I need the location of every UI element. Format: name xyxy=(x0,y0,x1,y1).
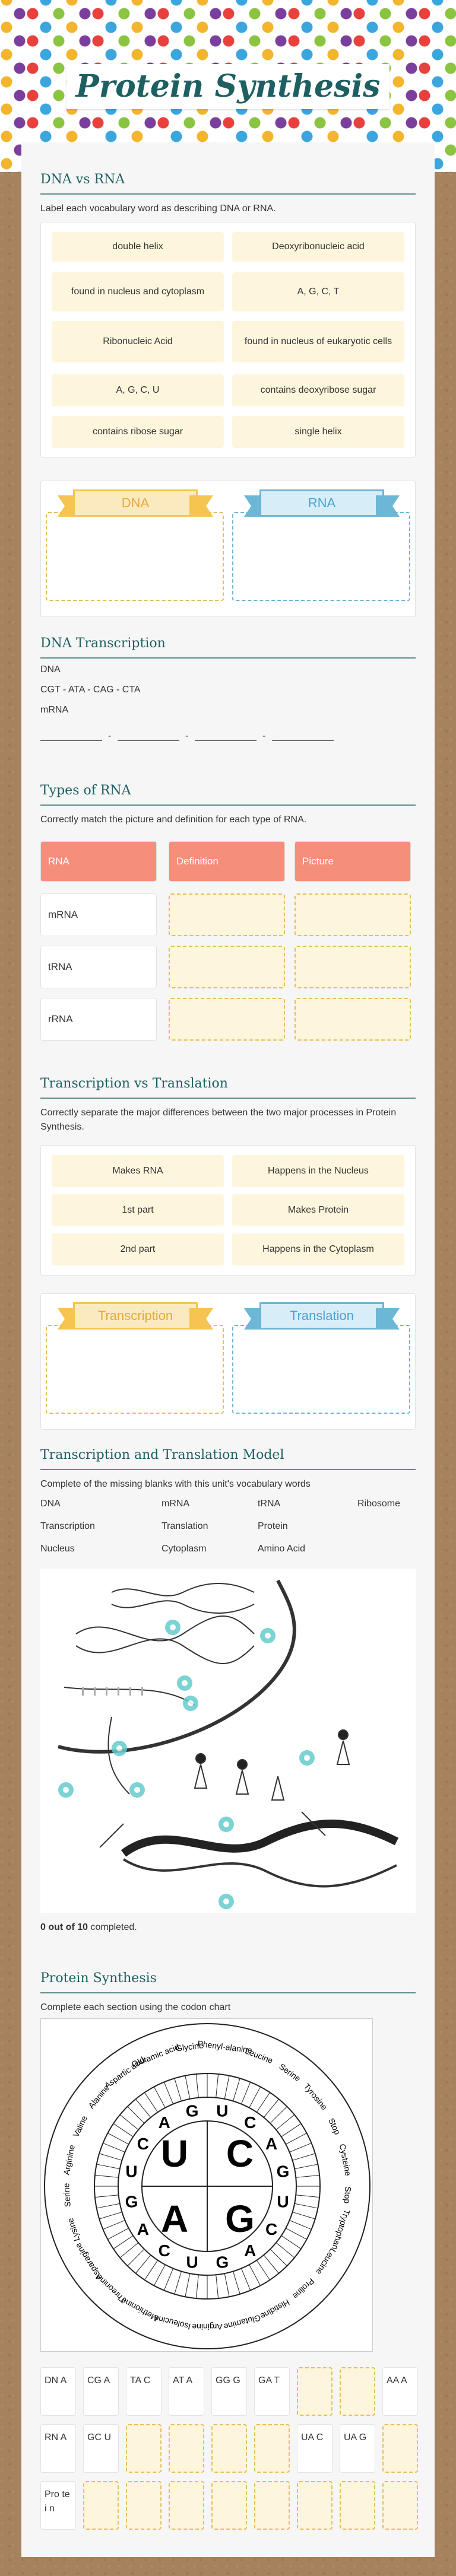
codon-second-base: G xyxy=(125,2192,138,2211)
grid-row-label: DN A xyxy=(40,2367,76,2416)
word-chip[interactable]: A, G, C, T xyxy=(232,272,404,311)
codon-chip[interactable]: UA G xyxy=(340,2424,375,2473)
wheel-spoke xyxy=(95,2195,119,2197)
codon-chip[interactable]: TA C xyxy=(126,2367,162,2416)
wheel-spoke xyxy=(293,2154,315,2161)
vocab-word[interactable]: Ribosome xyxy=(357,1499,401,1509)
amino-acid-label: Leucine xyxy=(314,2246,338,2276)
wheel-spoke xyxy=(99,2212,122,2219)
amino-acid-label: Leucine xyxy=(243,2046,274,2066)
codon-chip[interactable]: AA A xyxy=(382,2367,418,2416)
wheel-spoke xyxy=(97,2203,120,2208)
section-title-trans-vs-trans: Transcription vs Translation xyxy=(40,1076,228,1091)
section-rule xyxy=(40,1992,416,1993)
score-line xyxy=(40,1922,137,1933)
word-chip[interactable]: contains ribose sugar xyxy=(52,416,224,448)
dna-bucket-ribbon xyxy=(73,489,198,517)
mrna-blanks xyxy=(40,731,349,743)
codon-second-base: C xyxy=(265,2220,278,2239)
codon-answer-grid xyxy=(40,2367,416,2545)
wheel-spoke xyxy=(196,2275,198,2298)
wheel-spoke xyxy=(293,2212,315,2219)
dna-drop-zone[interactable] xyxy=(46,512,224,601)
translation-ribbon xyxy=(259,1302,384,1330)
trans-buckets xyxy=(40,1293,416,1430)
codon-drop-zone[interactable] xyxy=(254,2424,290,2473)
definition-drop-zone[interactable] xyxy=(169,946,285,988)
mrna-blank-4[interactable] xyxy=(272,740,334,741)
codon-second-base: U xyxy=(216,2101,229,2120)
codon-second-base: C xyxy=(158,2241,170,2260)
amino-acid-label: Isoleucine xyxy=(153,2313,192,2332)
synthesis-instructions: Complete each section using the codon chart xyxy=(40,2002,231,2012)
amino-acid-label: Aspartic acid xyxy=(102,2055,147,2091)
word-chip[interactable]: contains deoxyribose sugar xyxy=(232,374,404,406)
amino-acid-label: Arginine xyxy=(61,2144,77,2176)
vocab-word[interactable]: Translation xyxy=(162,1521,208,1531)
wheel-spoke xyxy=(175,2272,182,2294)
section-title-model: Transcription and Translation Model xyxy=(40,1448,284,1462)
codon-chip[interactable]: GC U xyxy=(83,2424,119,2473)
grid-row-label: Pro tei n xyxy=(40,2481,76,2530)
amino-acid-label: Glutamine xyxy=(223,2313,262,2332)
codon-chip[interactable]: GA T xyxy=(254,2367,290,2416)
trans-word-bank xyxy=(40,1145,416,1276)
wheel-spoke xyxy=(196,2074,198,2098)
title-box xyxy=(66,64,390,109)
wheel-spoke xyxy=(224,2273,229,2297)
amino-acid-label: Stop xyxy=(327,2116,343,2136)
word-chip[interactable]: A, G, C, U xyxy=(52,374,224,406)
amino-acid-label: Phenyl-alanine xyxy=(197,2038,253,2055)
rna-row-label: rRNA xyxy=(40,998,157,1041)
wheel-spoke xyxy=(270,2107,287,2123)
amino-acid-label: Histidine xyxy=(258,2297,292,2321)
amino-acid-label: Methionine xyxy=(119,2295,160,2324)
codon-second-base: G xyxy=(216,2253,229,2272)
wheel-spoke xyxy=(264,2099,278,2117)
word-chip[interactable]: Makes Protein xyxy=(232,1194,404,1226)
wheel-spoke xyxy=(128,2249,144,2266)
wheel-spoke xyxy=(241,2082,250,2104)
codon-second-base: U xyxy=(277,2192,289,2211)
wheel-spoke xyxy=(270,2249,287,2266)
codon-second-base: A xyxy=(137,2220,150,2239)
wheel-spoke xyxy=(296,2195,319,2197)
codon-drop-zone[interactable] xyxy=(169,2424,204,2473)
dna-bucket-label: DNA xyxy=(73,489,198,517)
codon-second-base: U xyxy=(186,2253,198,2272)
dna-rna-word-bank xyxy=(40,222,416,458)
wheel-spoke xyxy=(99,2154,122,2161)
dna-sequence: CGT - ATA - CAG - CTA xyxy=(40,685,141,695)
amino-acid-label: Cysteine xyxy=(337,2143,353,2177)
codon-first-base: C xyxy=(226,2132,254,2175)
codon-second-base: C xyxy=(137,2134,150,2153)
wheel-spoke xyxy=(241,2269,250,2291)
codon-second-base: G xyxy=(276,2162,290,2181)
vocab-word[interactable]: Cytoplasm xyxy=(162,1544,207,1554)
section-title-dna-rna: DNA vs RNA xyxy=(40,172,125,187)
wheel-spoke xyxy=(294,2164,318,2169)
section-title-synthesis: Protein Synthesis xyxy=(40,1971,157,1986)
transcription-bucket-label: Transcription xyxy=(73,1302,198,1330)
vocab-word[interactable]: Amino Acid xyxy=(258,1544,306,1554)
rna-row-label: tRNA xyxy=(40,946,157,988)
codon-second-base: G xyxy=(185,2101,199,2120)
codon-drop-zone[interactable] xyxy=(297,2481,332,2530)
codon-first-base: U xyxy=(160,2132,189,2175)
wheel-spoke xyxy=(185,2273,190,2297)
amino-acid-label: Alanine xyxy=(86,2082,112,2111)
wheel-spoke xyxy=(233,2078,240,2101)
word-chip[interactable]: single helix xyxy=(232,416,404,448)
score-suffix: completed. xyxy=(88,1922,137,1932)
section-rule xyxy=(40,804,416,806)
codon-chip[interactable]: GG G xyxy=(211,2367,247,2416)
wheel-spoke xyxy=(264,2255,278,2273)
section-title-types-rna: Types of RNA xyxy=(40,783,131,798)
word-chip[interactable]: found in nucleus and cytoplasm xyxy=(52,272,224,311)
rna-row-label: mRNA xyxy=(40,893,157,936)
picture-drop-zone[interactable] xyxy=(294,998,411,1041)
codon-first-base: A xyxy=(160,2197,189,2240)
amino-acid-label: Arginine xyxy=(192,2322,223,2332)
wheel-spoke xyxy=(290,2143,312,2152)
word-chip[interactable]: found in nucleus of eukaryotic cells xyxy=(232,321,404,362)
blank-hotspot[interactable] xyxy=(177,1675,192,1691)
word-chip[interactable]: Deoxyribonucleic acid xyxy=(232,232,404,262)
vocab-word[interactable]: Nucleus xyxy=(40,1544,75,1554)
wheel-spoke xyxy=(97,2164,120,2169)
translation-bucket-label: Translation xyxy=(259,1302,384,1330)
codon-second-base: C xyxy=(244,2113,256,2132)
codon-drop-zone[interactable] xyxy=(297,2367,332,2416)
header-rna: RNA xyxy=(40,841,157,882)
grid-row-label: RN A xyxy=(40,2424,76,2473)
wheel-spoke xyxy=(233,2272,240,2294)
amino-acid-label: Serine xyxy=(277,2061,303,2084)
word-chip[interactable]: Happens in the Nucleus xyxy=(232,1155,404,1187)
section-title-transcription: DNA Transcription xyxy=(40,636,166,651)
codon-drop-zone[interactable] xyxy=(211,2424,247,2473)
word-chip[interactable]: 1st part xyxy=(52,1194,224,1226)
vocab-word[interactable]: DNA xyxy=(40,1499,61,1509)
codon-drop-zone[interactable] xyxy=(126,2481,162,2530)
blank-hotspot[interactable] xyxy=(183,1696,198,1711)
wheel-spoke xyxy=(164,2269,173,2291)
codon-chip[interactable]: CG A xyxy=(83,2367,119,2416)
rna-bucket-label: RNA xyxy=(259,489,384,517)
rna-bucket-ribbon xyxy=(259,489,384,517)
separator: - xyxy=(185,731,189,741)
wheel-spoke xyxy=(154,2087,165,2107)
codon-second-base: A xyxy=(265,2134,278,2153)
picture-drop-zone[interactable] xyxy=(294,893,411,936)
blank-hotspot[interactable] xyxy=(260,1628,276,1643)
codon-second-base: A xyxy=(244,2241,256,2260)
wheel-spoke xyxy=(164,2082,173,2104)
wheel-spoke xyxy=(216,2074,218,2098)
amino-acid-label: Lysine xyxy=(65,2216,82,2243)
wheel-spoke xyxy=(144,2260,157,2280)
amino-acid-label: Valine xyxy=(71,2114,89,2139)
wheel-spoke xyxy=(224,2076,229,2099)
wheel-spoke xyxy=(249,2087,261,2107)
amino-acid-label: Asparagine xyxy=(73,2241,104,2282)
wheel-spoke xyxy=(286,2228,306,2240)
wheel-spoke xyxy=(103,2220,125,2229)
translation-drop-zone[interactable] xyxy=(232,1325,410,1414)
blank-hotspot[interactable] xyxy=(165,1620,180,1635)
codon-drop-zone[interactable] xyxy=(83,2481,119,2530)
wheel-spoke xyxy=(103,2143,125,2152)
definition-drop-zone[interactable] xyxy=(169,998,285,1041)
rna-drop-zone[interactable] xyxy=(232,512,410,601)
wheel-spoke xyxy=(296,2175,319,2177)
word-chip[interactable]: Ribonucleic Acid xyxy=(52,321,224,362)
header-definition: Definition xyxy=(169,841,285,882)
wheel-spoke xyxy=(281,2235,301,2249)
codon-drop-zone[interactable] xyxy=(340,2481,375,2530)
amino-acid-label: Proline xyxy=(290,2276,316,2301)
dna-rna-buckets xyxy=(40,481,416,617)
wheel-spoke xyxy=(107,2133,128,2144)
trans-instructions: Correctly separate the major differences between the two major processes in Protein Synthesis. xyxy=(40,1108,397,1132)
amino-acid-label: Threonine xyxy=(94,2272,128,2305)
worksheet xyxy=(21,142,435,2557)
blank-hotspot[interactable] xyxy=(218,1894,234,1909)
transcription-drop-zone[interactable] xyxy=(46,1325,224,1414)
codon-drop-zone[interactable] xyxy=(211,2481,247,2530)
wheel-spoke xyxy=(144,2092,157,2112)
wheel-spoke xyxy=(216,2275,218,2298)
wheel-spoke xyxy=(135,2255,150,2273)
blank-hotspot[interactable] xyxy=(299,1750,315,1766)
vocab-word[interactable]: Transcription xyxy=(40,1521,95,1531)
wheel-spoke xyxy=(256,2260,270,2280)
section-rule xyxy=(40,657,416,659)
page-title: Protein Synthesis xyxy=(75,68,381,104)
mrna-blank-2[interactable] xyxy=(118,740,179,741)
separator: - xyxy=(108,731,112,741)
codon-drop-zone[interactable] xyxy=(254,2481,290,2530)
mrna-blank-3[interactable] xyxy=(195,740,256,741)
codon-chip[interactable]: AT A xyxy=(169,2367,204,2416)
wheel-spoke xyxy=(185,2076,190,2099)
word-chip[interactable]: Makes RNA xyxy=(52,1155,224,1187)
wheel-spoke xyxy=(120,2243,138,2257)
wheel-spoke xyxy=(249,2265,261,2285)
codon-drop-zone[interactable] xyxy=(382,2481,418,2530)
mrna-label: mRNA xyxy=(40,705,69,715)
amino-acid-label: Tyrosine xyxy=(302,2081,330,2112)
codon-drop-zone[interactable] xyxy=(382,2424,418,2473)
section-rule xyxy=(40,193,416,195)
amino-acid-label: Stop xyxy=(342,2186,353,2204)
picture-drop-zone[interactable] xyxy=(294,946,411,988)
wheel-spoke xyxy=(175,2078,182,2101)
wheel-spoke xyxy=(128,2107,144,2123)
word-chip[interactable]: 2nd part xyxy=(52,1233,224,1265)
codon-drop-zone[interactable] xyxy=(340,2367,375,2416)
types-rna-instructions: Correctly match the picture and definition for each type of RNA. xyxy=(40,815,307,825)
wheel-spoke xyxy=(107,2228,128,2240)
wheel-spoke xyxy=(256,2092,270,2112)
codon-drop-zone[interactable] xyxy=(126,2424,162,2473)
wheel-spoke xyxy=(276,2114,294,2129)
wheel-spoke xyxy=(113,2235,133,2249)
word-chip[interactable]: double helix xyxy=(52,232,224,262)
vocab-word[interactable]: Protein xyxy=(258,1521,288,1531)
blank-hotspot[interactable] xyxy=(112,1741,127,1756)
amino-acid-label: Glycine xyxy=(175,2040,204,2053)
codon-chip[interactable]: UA C xyxy=(297,2424,332,2473)
section-rule xyxy=(40,1469,416,1470)
blank-hotspot[interactable] xyxy=(129,1782,145,1798)
wheel-spoke xyxy=(95,2175,119,2177)
codon-second-base: A xyxy=(158,2113,170,2132)
wheel-spoke xyxy=(135,2099,150,2117)
blank-hotspot[interactable] xyxy=(218,1817,234,1832)
word-chip[interactable]: Happens in the Cytoplasm xyxy=(232,1233,404,1265)
wheel-spoke xyxy=(276,2243,294,2257)
wheel-spoke xyxy=(294,2203,318,2208)
codon-wheel xyxy=(41,2019,373,2352)
codon-first-base: G xyxy=(225,2197,255,2240)
codon-chart xyxy=(40,2018,373,2352)
definition-drop-zone[interactable] xyxy=(169,893,285,936)
separator: - xyxy=(262,731,266,741)
amino-acid-label: Tryptophan xyxy=(330,2208,352,2251)
amino-acid-label: Glutamic acid xyxy=(130,2041,181,2069)
wheel-spoke xyxy=(281,2123,301,2136)
transcription-ribbon xyxy=(73,1302,198,1330)
wheel-spoke xyxy=(290,2220,312,2229)
section-rule xyxy=(40,1098,416,1099)
protein-synthesis-illustration xyxy=(40,1569,416,1913)
wheel-spoke xyxy=(154,2265,165,2285)
mrna-blank-1[interactable] xyxy=(40,740,102,741)
blank-hotspot[interactable] xyxy=(58,1782,74,1798)
score-value: 0 out of 10 xyxy=(40,1922,88,1932)
amino-acid-label: Serine xyxy=(61,2183,72,2208)
dna-rna-instructions: Label each vocabulary word as describing DNA or RNA. xyxy=(40,203,276,214)
wheel-spoke xyxy=(113,2123,133,2136)
codon-drop-zone[interactable] xyxy=(169,2481,204,2530)
wheel-spoke xyxy=(286,2133,306,2144)
dna-label: DNA xyxy=(40,664,61,675)
vocab-word[interactable]: tRNA xyxy=(258,1499,281,1509)
codon-second-base: U xyxy=(125,2162,138,2181)
header-picture: Picture xyxy=(294,841,411,882)
wheel-spoke xyxy=(120,2114,138,2129)
model-instructions: Complete of the missing blanks with this unit's vocabulary words xyxy=(40,1479,311,1489)
vocab-word[interactable]: mRNA xyxy=(162,1499,190,1509)
model-diagram xyxy=(40,1569,416,1913)
